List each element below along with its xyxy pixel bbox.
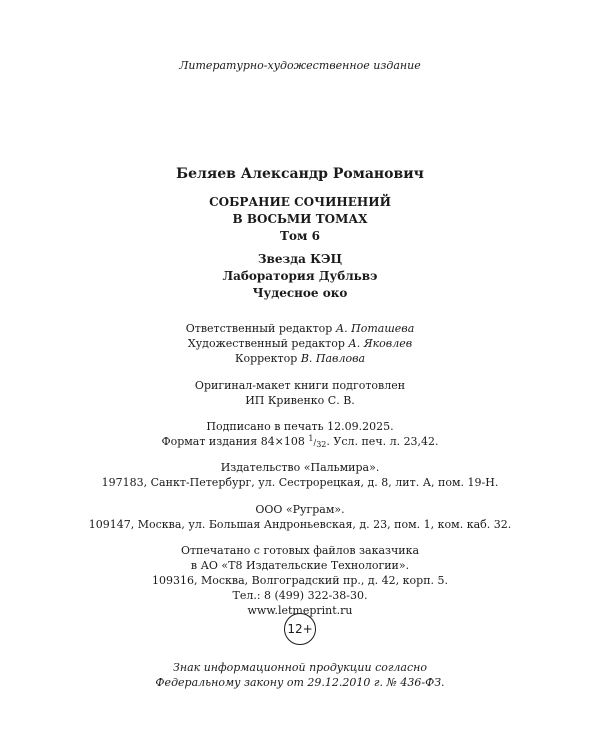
volume-number: Том 6: [280, 229, 320, 243]
printer-line2: в АО «Т8 Издательские Технологии».: [190, 559, 410, 572]
format-fraction-denominator: 32: [316, 440, 327, 449]
responsible-editor: [0, 321, 600, 336]
layout-credit-line1: Оригинал-макет книги подготовлен: [194, 379, 406, 392]
art-editor: [0, 336, 600, 351]
format-prefix: Формат издания 84×108: [161, 435, 305, 448]
art-editor-name: А. Яковлев: [348, 337, 413, 350]
printer-line1: Отпечатано с готовых файлов заказчика: [180, 544, 420, 557]
age-notice-line1: Знак информационной продукции согласно: [172, 661, 428, 674]
age-rating-badge: 12+: [284, 613, 316, 645]
collection-title-line1: СОБРАНИЕ СОЧИНЕНИЙ: [209, 195, 391, 209]
work-title: Лаборатория Дубльвэ: [222, 269, 378, 283]
proofreader-label: Корректор: [234, 352, 298, 365]
printer-website: www.letmeprint.ru: [247, 604, 353, 617]
art-editor-label: Художественный редактор: [187, 337, 345, 350]
responsible-editor-label: Ответственный редактор: [185, 322, 333, 335]
printer-phone: Тел.: 8 (499) 322-38-30.: [232, 589, 368, 602]
author-name: Беляев Александр Романович: [176, 166, 424, 182]
distributor-name: ООО «Руграм».: [255, 503, 345, 516]
format-suffix: . Усл. печ. л. 23,42.: [326, 435, 439, 448]
age-notice-line2: Федеральному закону от 29.12.2010 г. № 436-ФЗ.: [155, 676, 445, 689]
format-fraction-numerator: 1: [308, 434, 314, 443]
edition-format: [0, 434, 600, 450]
format-fraction: 1/32: [308, 434, 327, 449]
signed-to-print: Подписано в печать 12.09.2025.: [206, 420, 394, 433]
publisher-address: 197183, Санкт-Петербург, ул. Сестрорецкая, д. 8, лит. А, пом. 19-Н.: [101, 476, 499, 489]
responsible-editor-name: А. Поташева: [335, 322, 415, 335]
layout-credit-line2: ИП Кривенко С. В.: [245, 394, 355, 407]
work-title: Чудесное око: [252, 286, 348, 300]
distributor-address: 109147, Москва, ул. Большая Андроньевская, д. 23, пом. 1, ком. каб. 32.: [88, 518, 512, 531]
proofreader: [0, 351, 600, 366]
collection-title-line2: В ВОСЬМИ ТОМАХ: [232, 212, 368, 226]
series-line: Литературно-художественное издание: [179, 59, 421, 72]
proofreader-name: В. Павлова: [300, 352, 366, 365]
printer-address: 109316, Москва, Волгоградский пр., д. 42, корп. 5.: [151, 574, 449, 587]
publisher-name: Издательство «Пальмира».: [220, 461, 380, 474]
work-title: Звезда КЭЦ: [257, 252, 343, 266]
